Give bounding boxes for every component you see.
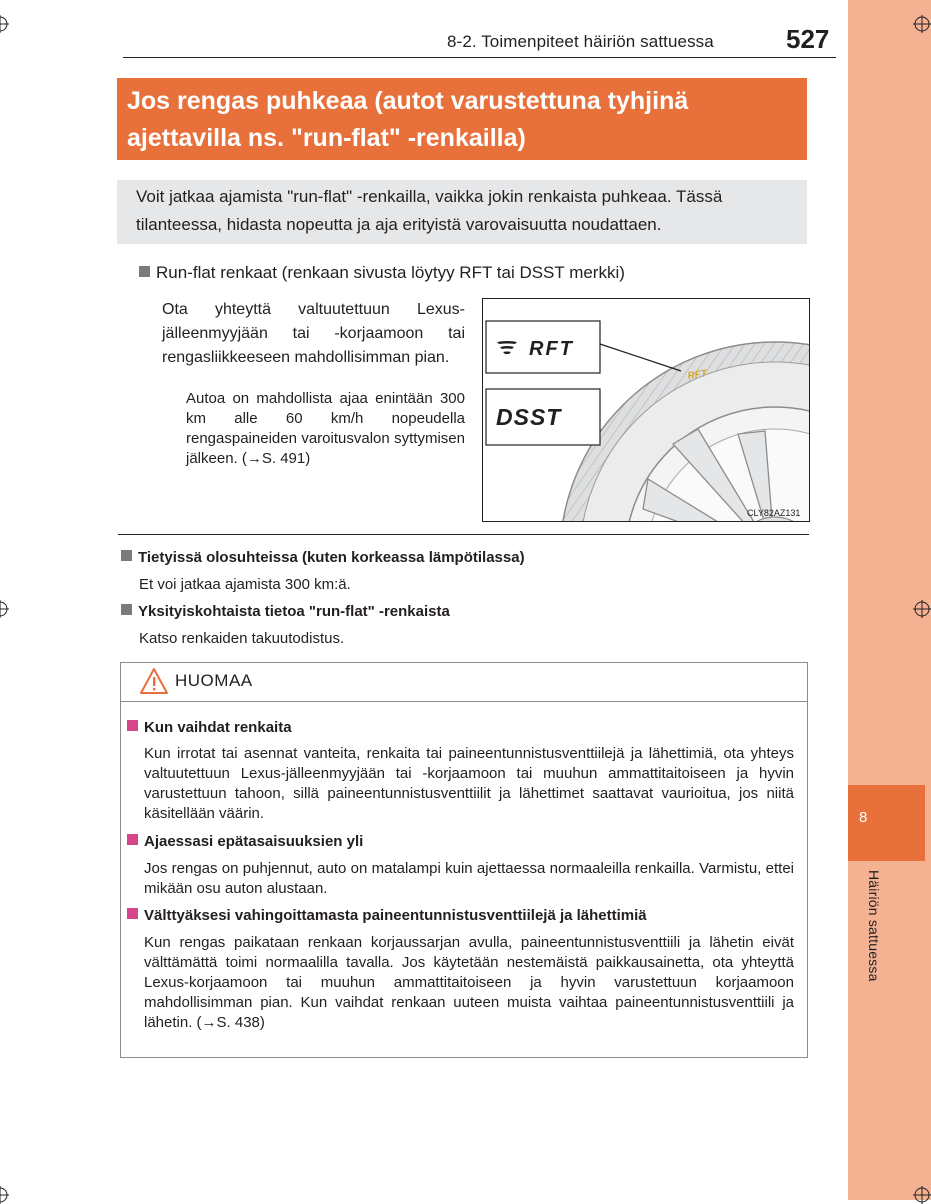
section-title: Jos rengas puhkeaa (autot varustettuna tyhjinä ajettavilla ns. "run-flat" -renkailla) bbox=[117, 78, 807, 160]
crop-mark-top-right bbox=[913, 15, 931, 33]
rft-label: RFT bbox=[529, 338, 574, 360]
square-bullet-icon bbox=[127, 908, 138, 919]
chapter-number-tab: 8 bbox=[848, 785, 925, 861]
crop-mark-mid-right bbox=[913, 600, 931, 618]
item-heading-details: Yksityiskohtaista tietoa "run-flat" -renkaista bbox=[121, 603, 450, 620]
item-text-details: Katso renkaiden takuutodistus. bbox=[139, 630, 345, 647]
notice-text-bumps: Jos rengas on puhjennut, auto on matalampi kuin ajettaessa normaaleilla renkailla. Varmistu, ettei mikään osu auton alustaan. bbox=[144, 860, 794, 897]
crop-mark-top-left bbox=[0, 15, 9, 33]
crop-mark-mid-left bbox=[0, 600, 9, 618]
square-bullet-icon bbox=[121, 550, 132, 561]
notice-heading-bumps: Ajaessasi epätasaisuuksien yli bbox=[127, 833, 363, 850]
item-text-conditions: Et voi jatkaa ajamista 300 km:ä. bbox=[139, 576, 351, 593]
intro-text: Voit jatkaa ajamista "run-flat" -renkailla, vaikka jokin renkaista puhkeaa. Tässä tilanteessa, hidasta nopeutta ja aja erityistä varovaisuutta noudattaen. bbox=[136, 187, 723, 234]
runflat-illustration bbox=[482, 298, 810, 522]
chapter-title-vertical: Häiriön sattuessa bbox=[866, 870, 882, 982]
running-header: 8-2. Toimenpiteet häiriön sattuessa bbox=[447, 32, 714, 51]
runflat-heading: Run-flat renkaat (renkaan sivusta löytyy RFT tai DSST merkki) bbox=[139, 263, 625, 283]
figure-code: CLY82AZ131 bbox=[747, 508, 801, 518]
notice-box bbox=[120, 662, 808, 1058]
item-heading-conditions: Tietyissä olosuhteissa (kuten korkeassa lämpötilassa) bbox=[121, 549, 525, 566]
tire-rft-mark: RFT bbox=[686, 368, 708, 382]
square-bullet-icon bbox=[139, 266, 150, 277]
header-rule bbox=[123, 57, 836, 58]
callout-line bbox=[600, 344, 681, 371]
crop-mark-bottom-right bbox=[913, 1186, 931, 1204]
notice-text-sensors: Kun rengas paikataan renkaan korjaussarjan avulla, paineentunnistusventtiili ja lähetin eivät välttämättä toimi normaalilla tavalla. Jos käytetään nestemäistä paikkausainetta, ota yhteyttä Lexus-korjaamoon tai muuhun ammattitaitoiseen ja hyvin varustettuun korjaamoon mahdollisimman pian. Kun vaihdat renkaan uuteen muista vaihtaa paineentunnistusventtiili ja lähetin. (→S. 438) bbox=[144, 934, 794, 1031]
dsst-label: DSST bbox=[496, 404, 562, 430]
square-bullet-icon bbox=[127, 834, 138, 845]
notice-heading-changing-tires: Kun vaihdat renkaita bbox=[127, 719, 292, 736]
square-bullet-icon bbox=[127, 720, 138, 731]
square-bullet-icon bbox=[121, 604, 132, 615]
warning-triangle-icon bbox=[139, 667, 169, 695]
notice-text-changing-tires: Kun irrotat tai asennat vanteita, renkaita tai paineentunnistusventtiilejä ja lähettimiä, ota yhteys valtuutettuun Lexus-jälleenmyyjään tai -korjaamoon tai muuhun ammattitaitoiseen ja hyvin varustettuun tahoon, sillä paineentunnistusventtiilit ja lähettimet saattavat vaurioitua, jos niitä käsitellään väärin. bbox=[144, 745, 794, 822]
intro-box bbox=[117, 180, 807, 244]
tire-drawing bbox=[483, 299, 809, 521]
runflat-text: Ota yhteyttä valtuutettuun Lexus-jälleenmyyjään tai -korjaamoon tai rengasliikkeeseen mahdollisimman pian. bbox=[162, 301, 465, 366]
notice-title: HUOMAA bbox=[175, 671, 253, 690]
runflat-note: Autoa on mahdollista ajaa enintään 300 km alle 60 km/h nopeudella rengaspaineiden varoitusvalon syttymisen jälkeen. (→S. 491) bbox=[186, 390, 465, 467]
section-rule bbox=[118, 534, 809, 535]
notice-header bbox=[121, 663, 807, 702]
notice-heading-sensors: Välttyäksesi vahingoittamasta paineentunnistusventtiilejä ja lähettimiä bbox=[127, 907, 647, 924]
page-number: 527 bbox=[786, 24, 830, 54]
crop-mark-bottom-left bbox=[0, 1186, 9, 1204]
